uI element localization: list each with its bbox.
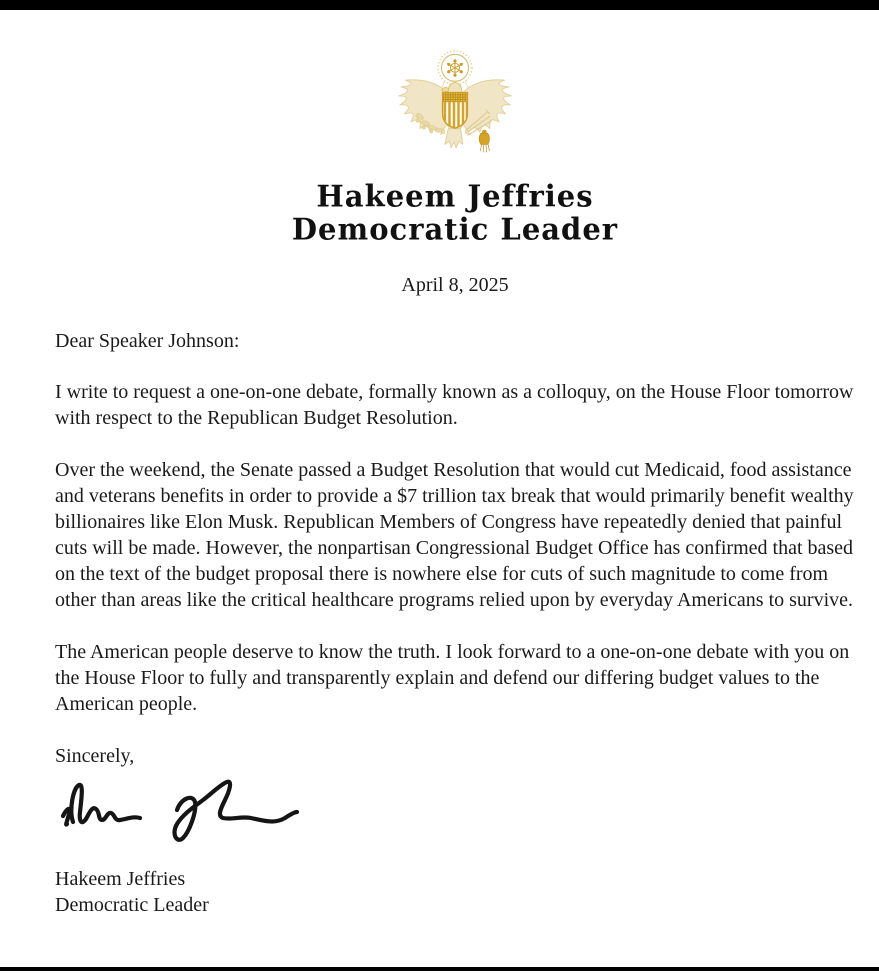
signature-ink-icon: [55, 774, 300, 852]
bottom-edge-bar: [0, 967, 879, 971]
letterhead-title: Democratic Leader: [291, 211, 619, 247]
paragraph-request: I write to request a one-on-one debate, formally known as a colloquy, on the House Floor tomorrow with respect to the Republican Budget Resolution.: [55, 381, 854, 429]
salutation: Dear Speaker Johnson:: [55, 330, 240, 352]
top-edge-bar: [0, 0, 879, 10]
handwritten-signature: [55, 774, 855, 852]
paragraph-budget-details: Over the weekend, the Senate passed a Budget Resolution that would cut Medicaid, food assistance and veterans benefits in order to provide a $7 trillion tax break that would primarily benefit wealthy billionaires like Elon Musk. Republican Members of Congress have repeatedly denied that painful cuts will be made. However, the nonpartisan Congressional Budget Office has confirmed that based on the text of the budget proposal there is nowhere else for cuts of such magnitude to come from other than areas like the critical healthcare programs relied upon by everyday Americans to survive.: [55, 459, 854, 611]
closing: Sincerely,: [55, 745, 135, 767]
date-line: April 8, 2025: [401, 274, 509, 296]
signature-name: Hakeem Jeffries: [55, 868, 186, 890]
letterhead-name: Hakeem Jeffries: [316, 178, 594, 214]
letterhead: [55, 48, 855, 246]
paragraph-conclusion: The American people deserve to know the truth. I look forward to a one-on-one debate with you on the House Floor to fully and transparently explain and defend our differing budget values to the American people.: [55, 641, 850, 715]
signature-title: Democratic Leader: [55, 894, 209, 916]
letter-document: [0, 10, 879, 918]
signature-block: [55, 866, 855, 918]
great-seal-icon: [393, 48, 517, 180]
